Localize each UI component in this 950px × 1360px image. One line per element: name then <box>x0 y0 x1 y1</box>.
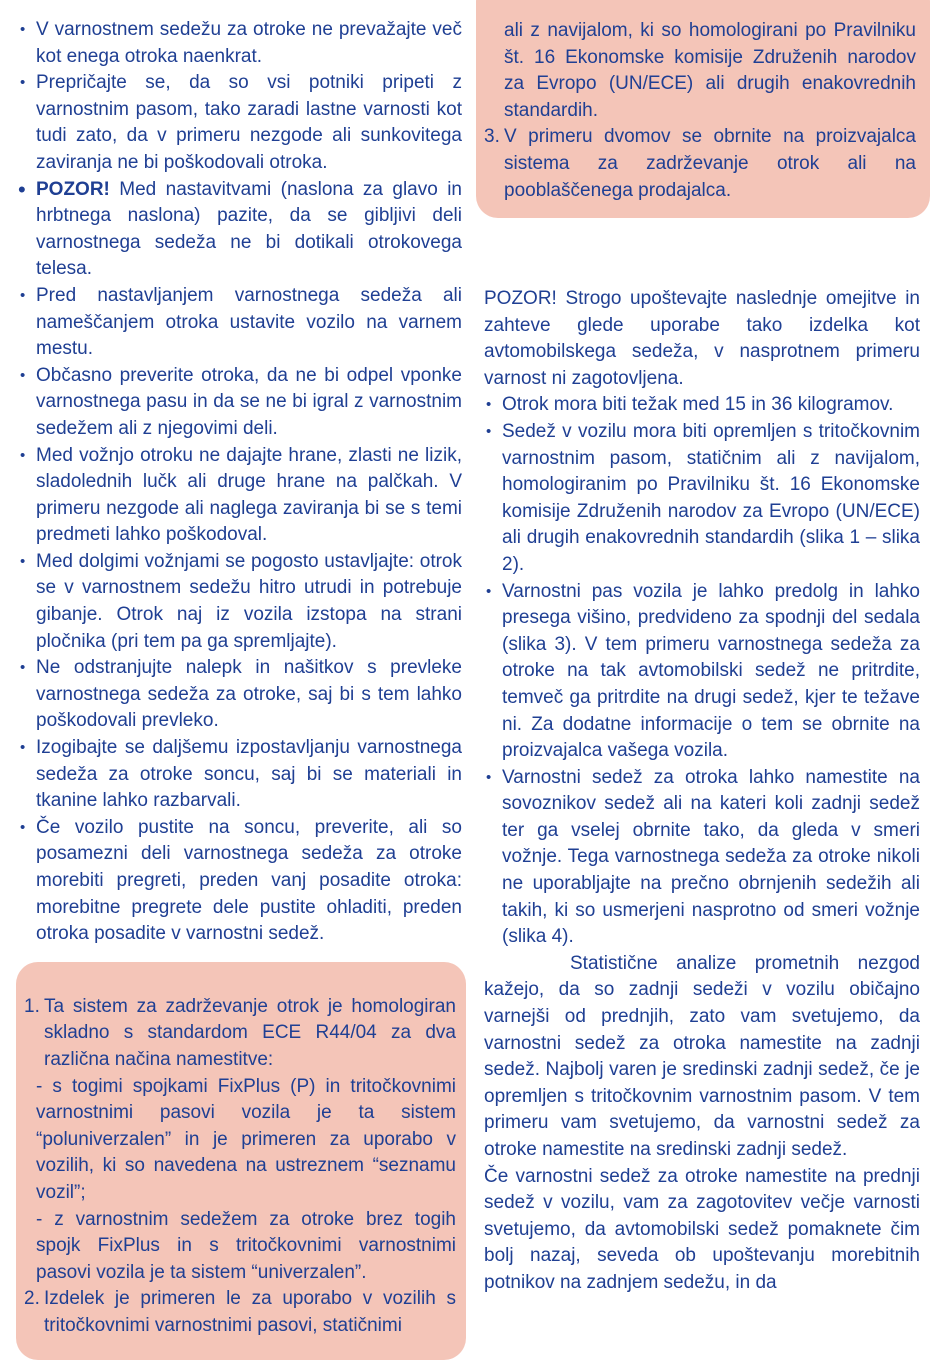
numbered-item-1 <box>24 994 456 1074</box>
dash-item: - z varnostnim sedežem za otroke brez togih spojk FixPlus in s tritočkovnimi varnostnimi pasovi vozila je ta sistem “univerzalen”. <box>36 1208 456 1283</box>
list-item: • Ne odstranjujte nalepk in našitkov s prevleke varnostnega sedeža za otroke, saj bi s tem lahko poškodovali prevleko. <box>18 655 462 735</box>
left-column <box>18 17 462 1360</box>
list-item: • V varnostnem sedežu za otroke ne prevažajte več kot enega otroka naenkrat. <box>18 17 462 70</box>
list-item: • Izogibajte se daljšemu izpostavljanju varnostnega sedeža za otroke soncu, saj bi se materiali in tkanine lahko razbarvali. <box>18 735 462 815</box>
pozor-label: POZOR! <box>36 178 110 200</box>
right-column <box>484 286 920 1297</box>
homologation-info-box <box>16 962 466 1360</box>
pozor-text: Med nastavitvami (naslona za glavo in hrbtnega naslona) pazite, da se gibljivi deli varnostnega sedeža ne bi dotikali otrokovega telesa. <box>36 178 462 280</box>
statistics-paragraph: Statistične analize prometnih nezgod kažejo, da so zadnji sedeži v vozilu običajno varnejši od prednjih, zato vam svetujemo, da varnostni sedež za otroka namestite na zadnji sedež. Najbolj varen je sredinski zadnji sedež, če je opremljen s tritočkovnim varnostnim pasom. V tem primeru vam svetujemo, da varnostni sedež za otroke namestite na sredinski zadnji sedež. <box>484 952 920 1160</box>
item-text: V primeru dvomov se obrnite na proizvajalca sistema za zadrževanje otrok ali na pooblaščenega prodajalca. <box>504 126 916 201</box>
list-item: • Med dolgimi vožnjami se pogosto ustavljajte: otrok se v varnostnem sedežu hitro utrudi in potrebuje gibanje. Otrok naj iz vozila izstopa na strani pločnika (pri tem pa ga spremljajte). <box>18 549 462 655</box>
item-number: 3. <box>484 126 500 148</box>
list-item: • Sedež v vozilu mora biti opremljen s tritočkovnim varnostnim pasom, statičnim ali z navijalom, homologiranim po Pravilniku št. 16 Ekonomske komisije Združenih narodov za Evropo (UN/ECE) ali drugih enakovrednih standardih (slika 1 – slika 2). <box>484 419 920 579</box>
homologation-info-box-continued <box>476 0 930 218</box>
list-item: • Če vozilo pustite na soncu, preverite, ali so posamezni deli varnostnega sedeža za otroke morebiti pregreti, preden vanj posadite otroka: morebitne pregrete dele pustite ohladiti, preden otroka posadite v varnostni sedež. <box>18 815 462 948</box>
list-item: • Varnostni sedež za otroka lahko namestite na sovoznikov sedež ali na kateri koli zadnji sedež ter ga vselej obrnite tako, da gleda v smeri vožnje. Tega varnostnega sedeža za otroke nikoli ne uporabljajte na prečno obrnjenih sedežih ali takih, ki so usmerjeni nasprotno od smeri vožnje (slika 4). <box>484 765 920 951</box>
item-text: Izdelek je primeren le za uporabo v vozilih s tritočkovnimi varnostnimi pasovi, statičnimi <box>44 1288 456 1336</box>
pozor-list-item <box>18 177 462 283</box>
list-item: • Otrok mora biti težak med 15 in 36 kilogramov. <box>484 392 920 419</box>
restrictions-bullet-list <box>484 392 920 950</box>
item-text: Ta sistem za zadrževanje otrok je homologiran skladno s standardom ECE R44/04 za dva različna načina namestitve: <box>44 995 456 1070</box>
dash-item: - s togimi spojkami FixPlus (P) in tritočkovnimi varnostnimi pasovi vozila je ta sistem “poluniverzalen” in je primeren za uporabo v vozilih, ki so navedena na ustreznem “seznamu vozil”; <box>36 1075 456 1203</box>
item-number: 1. <box>24 995 40 1017</box>
numbered-item-3 <box>484 124 916 204</box>
list-item: • Občasno preverite otroka, da ne bi odpel vponke varnostnega pasu in da se ne bi igral z varnostnim sedežem ali z njegovimi deli. <box>18 363 462 443</box>
list-item: • Prepričajte se, da so vsi potniki pripeti z varnostnim pasom, tako zaradi lastne varnosti kot tudi zato, da v primeru nezgode ali sunkovitega zaviranja ne bi poškodovali otroka. <box>18 70 462 176</box>
numbered-item-2 <box>24 1286 456 1339</box>
item-number: 2. <box>24 1288 40 1310</box>
continuation-text: ali z navijalom, ki so homologirani po Pravilniku št. 16 Ekonomske komisije Združenih narodov za Evropo (UN/ECE) ali drugih enakovrednih standardih. <box>504 20 916 121</box>
pozor-intro: POZOR! Strogo upoštevajte naslednje omejitve in zahteve glede uporabe tako izdelka kot avtomobilskega sedeža, v nasprotnem primeru varnost ni zagotovljena. <box>484 288 920 389</box>
list-item: • Varnostni pas vozila je lahko predolg in lahko presega višino, predvideno za spodnji del sedala (slika 3). V tem primeru varnostnega sedeža za otroke na tak avtomobilski sedež ne pritrdite, temveč ga pritrdite na drugi sedež, kjer te težave ni. Za dodatne informacije o tem se obrnite na proizvajalca vašega vozila. <box>484 579 920 765</box>
list-item: • Pred nastavljanjem varnostnega sedeža ali namеščanjem otroka ustavite vozilo na varnem mestu. <box>18 283 462 363</box>
safety-bullet-list <box>18 17 462 948</box>
homologation-list-continued <box>484 18 916 204</box>
homologation-list <box>24 994 456 1340</box>
list-item: • Med vožnjo otroku ne dajajte hrane, zlasti ne lizik, sladolednih lučk ali druge hrane na palčkah. V primeru nezgode ali naglega zaviranja bi se s temi predmeti lahko poškodoval. <box>18 443 462 549</box>
front-seat-paragraph: Če varnostni sedež za otroke namestite na prednji sedež v vozilu, vam za zagotovitev večje varnosti svetujemo, da avtomobilski sedež pomaknete čim bolj nazaj, seveda ob upoštevanju morebitnih potnikov na zadnjem sedežu, in da <box>484 1165 920 1293</box>
